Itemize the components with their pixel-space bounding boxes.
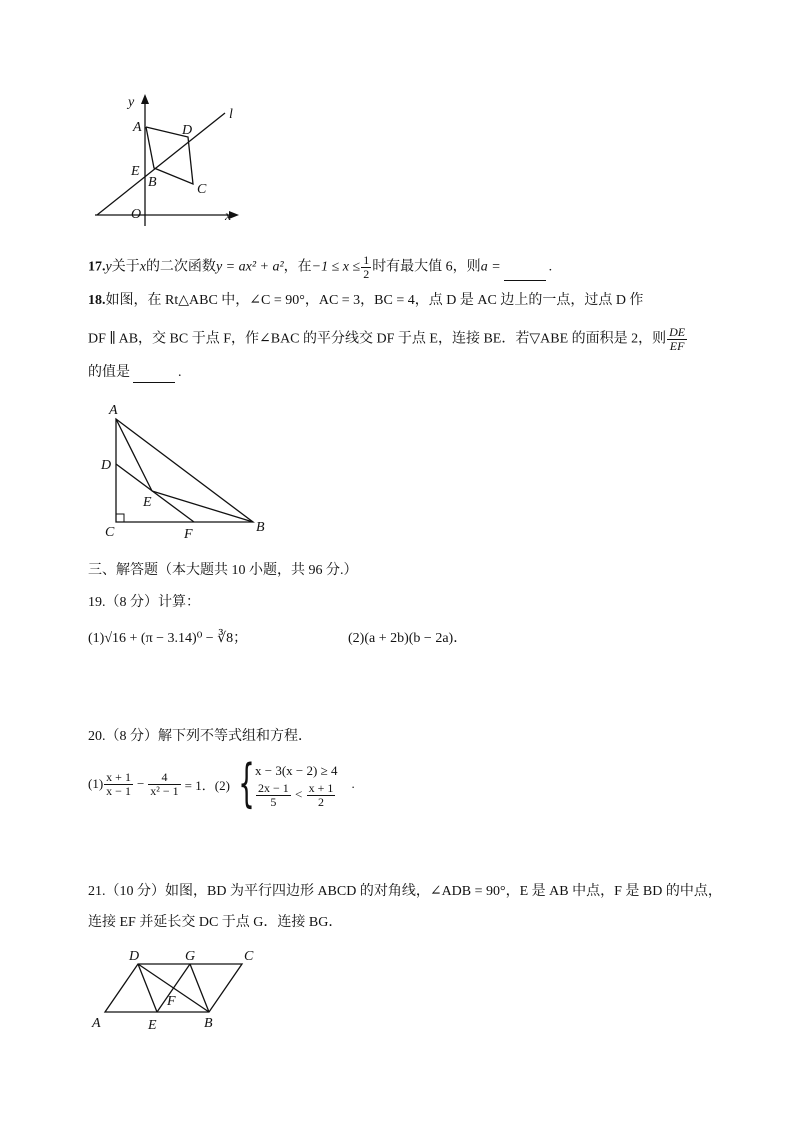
- question-18-line-2: DF ∥ AB，交 BC 于点 F，作∠BAC 的平分线交 DF 于点 E，连接 BE．若▽ABE 的面积是 2，则 $\frac{DE}{EF}$: [88, 325, 686, 353]
- label-C: C: [244, 949, 254, 964]
- fraction-2: $\frac{4}{\text{x² − 1}}$: [150, 769, 179, 798]
- figure-parallelogram: [88, 943, 273, 1035]
- label-D: D: [129, 949, 140, 964]
- label-A: A: [92, 1016, 101, 1031]
- segment-eb: [152, 491, 253, 522]
- question-19-part-2: (2)(a + 2b)(b − 2a)．: [348, 631, 468, 646]
- label-E: E: [148, 1018, 157, 1033]
- label-l: l: [229, 107, 233, 122]
- label-E: E: [143, 495, 152, 510]
- label-D: D: [182, 123, 193, 138]
- label-F: F: [184, 527, 193, 542]
- fraction-1: $\frac{x + 1}{x - 1}$: [106, 769, 131, 798]
- section-heading: 三、解答题（本大题共 10 小题，共 96 分.）: [88, 563, 358, 578]
- angle-bisector-ae: [116, 419, 152, 491]
- question-21-line-2: 连接 EF 并延长交 DC 于点 G．连接 BG．: [88, 915, 343, 930]
- label-y: y: [128, 95, 135, 110]
- label-E: E: [131, 164, 140, 179]
- answer-blank: [133, 368, 175, 383]
- figure-triangle-abc: [95, 398, 280, 543]
- right-angle-mark: [116, 514, 124, 522]
- fraction-de-ef: $\frac{DE}{EF}$: [669, 325, 686, 353]
- question-19-part-1: (1)√16 + (π − 3.14)⁰ − ∛8；: [88, 631, 248, 646]
- q18-number: 18.: [88, 293, 106, 308]
- label-C: C: [105, 525, 115, 540]
- triangle-abc: [116, 419, 253, 522]
- question-17: 17.y关于x的二次函数y = ax² + a²，在−1 ≤ x ≤ $\frac{1}{2}$ 时有最大值 6，则a = .: [88, 253, 553, 281]
- label-B: B: [204, 1016, 213, 1031]
- label-x: x: [225, 209, 232, 224]
- label-D: D: [101, 458, 112, 473]
- fraction-one-half: $\frac{1}{2}$: [363, 253, 370, 281]
- question-18-line-1: 18.如图，在 Rt△ABC 中，∠C = 90°，AC = 3，BC = 4，点 D 是 AC 边上的一点，过点 D 作: [88, 293, 644, 308]
- label-A: A: [133, 120, 142, 135]
- line-l: [97, 113, 225, 215]
- answer-blank: [504, 266, 546, 281]
- system-brace: {: [238, 754, 255, 814]
- figure-coordinate-diagram: [85, 88, 255, 233]
- question-18-line-3: 的值是 .: [88, 363, 182, 383]
- question-20-heading: 20.（8 分）解下列不等式组和方程．: [88, 729, 312, 744]
- label-O: O: [131, 207, 142, 222]
- q17-number: 17.: [88, 259, 106, 275]
- question-21-line-1: 21.（10 分）如图，BD 为平行四边形 ABCD 的对角线，∠ADB = 90°，E 是 AB 中点，F 是 BD 的中点，: [88, 884, 722, 899]
- question-19-heading: 19.（8 分）计算：: [88, 595, 200, 610]
- question-20-equations: (1) $\frac{x + 1}{x - 1}$ − $\frac{4}{\text{x² − 1}}$ = 1．(2) { x − 3(x − 2) ≥ 4 $\frac{2x - 1}{5}$ < $\frac{x + 1}{2}$ .: [88, 754, 355, 814]
- label-B: B: [148, 175, 157, 190]
- y-axis-arrow: [141, 94, 149, 104]
- inequality-system: x − 3(x − 2) ≥ 4 $\frac{2x - 1}{5}$ < $\frac{x + 1}{2}$: [255, 762, 338, 809]
- label-B: B: [256, 520, 265, 535]
- label-C: C: [197, 182, 207, 197]
- segment-df: [116, 464, 194, 522]
- label-F: F: [167, 994, 176, 1009]
- label-G: G: [185, 949, 196, 964]
- label-A: A: [109, 403, 118, 418]
